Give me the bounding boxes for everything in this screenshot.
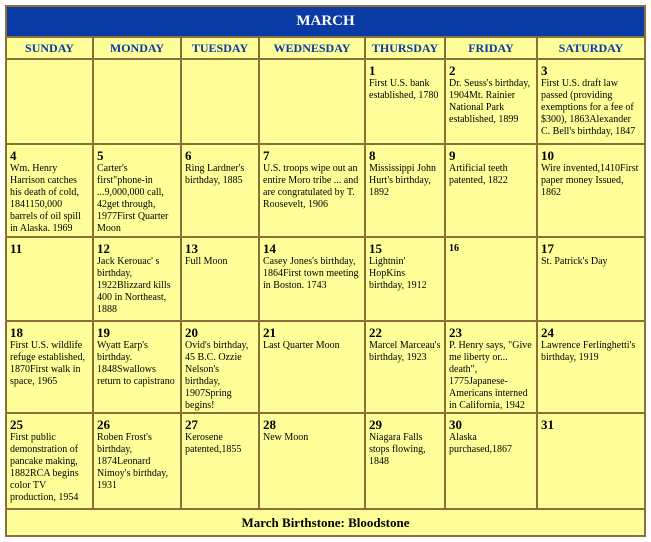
day-event-text: Marcel Marceau's birthday, 1923 <box>369 340 441 363</box>
day-event-text: Last Quarter Moon <box>263 340 340 351</box>
day-cell-18 <box>7 322 92 412</box>
day-event-text: Carter's first"phone-in ...9,000,000 call, 42get through, 1977First Quarter Moon <box>97 163 169 234</box>
day-number: 6 <box>185 148 192 163</box>
day-number: 13 <box>185 241 198 256</box>
weekday-header-thursday: THURSDAY <box>366 38 444 58</box>
day-cell-1 <box>366 60 444 143</box>
day-event-text: St. Patrick's Day <box>541 256 608 267</box>
day-cell-5 <box>94 145 180 236</box>
day-event-text: First U.S. bank established, 1780 <box>369 78 439 101</box>
day-number: 19 <box>97 325 110 340</box>
day-number: 14 <box>263 241 276 256</box>
day-cell-26 <box>94 414 180 508</box>
day-event-text: Mississippi John Hurt's birthday, 1892 <box>369 163 436 198</box>
day-event-text: Wm. Henry Harrison catches his death of cold, 1841150,000 barrels of oil spill in Alaska. 1969 <box>10 163 81 234</box>
day-cell-9 <box>446 145 536 236</box>
day-event-text: Dr. Seuss's birthday, 1904Mt. Rainier National Park established, 1899 <box>449 78 531 125</box>
day-event-text: Roben Frost's birthday, 1874Leonard Nimoy's birthday, 1931 <box>97 432 169 491</box>
empty-day-cell <box>260 60 364 143</box>
day-event-text: First public demonstration of pancake making, 1882RCA begins color TV production, 1954 <box>10 432 79 503</box>
day-cell-23 <box>446 322 536 412</box>
day-event-text: Ovid's birthday, 45 B.C. Ozzie Nelson's birthday, 1907Spring begins! <box>185 340 249 411</box>
day-number: 18 <box>10 325 23 340</box>
empty-day-cell <box>182 60 258 143</box>
day-cell-10 <box>538 145 644 236</box>
day-cell-24 <box>538 322 644 412</box>
empty-day-cell <box>94 60 180 143</box>
day-event-text: Wire invented,1410First paper money Issued, 1862 <box>541 163 639 198</box>
day-cell-11 <box>7 238 92 320</box>
day-number: 22 <box>369 325 382 340</box>
day-cell-2 <box>446 60 536 143</box>
day-event-text: Wyatt Earp's birthday. 1848Swallows return to capistrano <box>97 340 175 387</box>
day-event-text: U.S. troops wipe out an entire Moro tribe ... and are congratulated by T. Roosevelt, 1906 <box>263 163 359 210</box>
day-number: 4 <box>10 148 17 163</box>
day-number: 1 <box>369 63 376 78</box>
day-number: 12 <box>97 241 110 256</box>
day-cell-25 <box>7 414 92 508</box>
day-event-text: First U.S. wildlife refuge established, 1870First walk in space, 1965 <box>10 340 85 387</box>
day-cell-31 <box>538 414 644 508</box>
day-cell-20 <box>182 322 258 412</box>
day-number: 25 <box>10 417 23 432</box>
day-cell-7 <box>260 145 364 236</box>
day-event-text: Artificial teeth patented, 1822 <box>449 163 508 186</box>
empty-day-cell <box>7 60 92 143</box>
day-cell-6 <box>182 145 258 236</box>
weekday-header-saturday: SATURDAY <box>538 38 644 58</box>
day-number: 3 <box>541 63 548 78</box>
day-cell-12 <box>94 238 180 320</box>
day-event-text: Kerosene patented,1855 <box>185 432 242 455</box>
day-cell-4 <box>7 145 92 236</box>
day-cell-14 <box>260 238 364 320</box>
day-cell-21 <box>260 322 364 412</box>
day-cell-29 <box>366 414 444 508</box>
day-number: 24 <box>541 325 554 340</box>
day-event-text: New Moon <box>263 432 309 443</box>
day-event-text: Alaska purchased,1867 <box>449 432 513 455</box>
day-number: 8 <box>369 148 376 163</box>
day-number: 9 <box>449 148 456 163</box>
day-cell-19 <box>94 322 180 412</box>
day-event-text: Ring Lardner's birthday, 1885 <box>185 163 245 186</box>
day-number: 26 <box>97 417 110 432</box>
day-number: 16 <box>449 243 459 254</box>
weekday-header-wednesday: WEDNESDAY <box>260 38 364 58</box>
day-event-text: First U.S. draft law passed (providing exemptions for a fee of $300), 1863Alexander C. Bell's birthday, 1847 <box>541 78 636 137</box>
day-event-text: P. Henry says, "Give me liberty or... death", 1775Japanese-Americans interned in California, 1942 <box>449 340 532 411</box>
day-number: 23 <box>449 325 462 340</box>
weekday-header-monday: MONDAY <box>94 38 180 58</box>
day-cell-17 <box>538 238 644 320</box>
month-title: MARCH <box>7 7 644 36</box>
day-number: 31 <box>541 417 554 432</box>
weekday-header-tuesday: TUESDAY <box>182 38 258 58</box>
birthstone-footer: March Birthstone: Bloodstone <box>7 510 644 535</box>
day-cell-16 <box>446 238 536 320</box>
day-number: 5 <box>97 148 104 163</box>
day-cell-27 <box>182 414 258 508</box>
day-cell-30 <box>446 414 536 508</box>
day-event-text: Niagara Falls stops flowing, 1848 <box>369 432 426 467</box>
day-cell-13 <box>182 238 258 320</box>
day-event-text: Lightnin' HopKins birthday, 1912 <box>369 256 427 291</box>
day-number: 17 <box>541 241 554 256</box>
day-number: 21 <box>263 325 276 340</box>
march-calendar <box>5 5 646 537</box>
day-cell-15 <box>366 238 444 320</box>
day-event-text: Full Moon <box>185 256 228 267</box>
weekday-header-friday: FRIDAY <box>446 38 536 58</box>
day-event-text: Jack Kerouac' s birthday, 1922Blizzard kills 400 in Northeast, 1888 <box>97 256 171 315</box>
day-number: 7 <box>263 148 270 163</box>
day-number: 29 <box>369 417 382 432</box>
day-cell-28 <box>260 414 364 508</box>
day-number: 20 <box>185 325 198 340</box>
day-event-text: Lawrence Ferlinghetti's birthday, 1919 <box>541 340 636 363</box>
day-cell-22 <box>366 322 444 412</box>
day-number: 30 <box>449 417 462 432</box>
day-number: 27 <box>185 417 198 432</box>
day-cell-3 <box>538 60 644 143</box>
weekday-header-sunday: SUNDAY <box>7 38 92 58</box>
day-number: 15 <box>369 241 382 256</box>
day-number: 10 <box>541 148 554 163</box>
day-event-text: Casey Jones's birthday, 1864First town meeting in Boston. 1743 <box>263 256 359 291</box>
day-number: 11 <box>10 241 23 256</box>
day-number: 2 <box>449 63 456 78</box>
day-cell-8 <box>366 145 444 236</box>
day-number: 28 <box>263 417 276 432</box>
